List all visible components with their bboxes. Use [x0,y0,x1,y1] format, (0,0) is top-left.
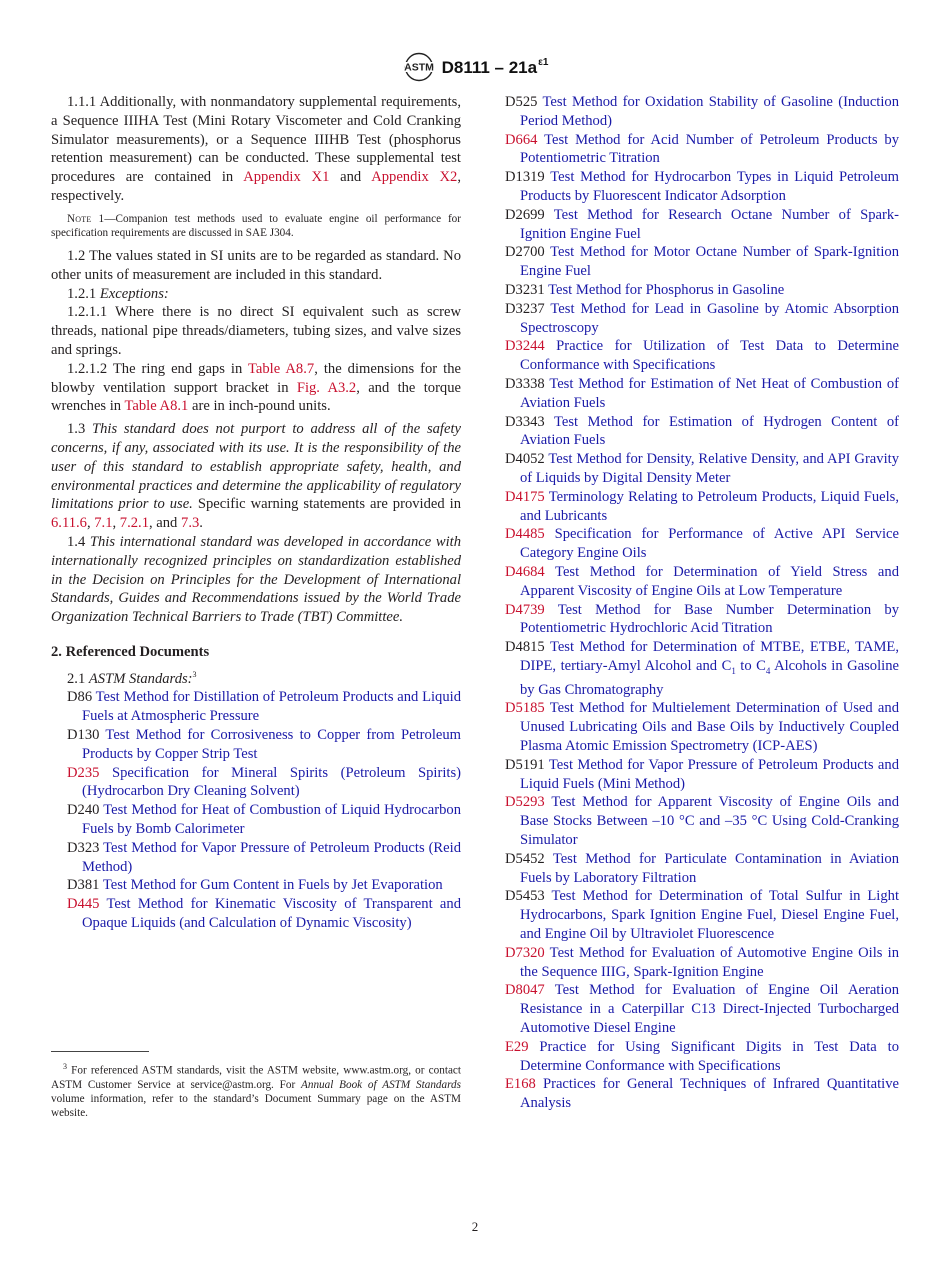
reference-title-link[interactable]: Specification for Performance of Active API Service Category Engine Oils [520,526,899,562]
reference-title-link[interactable]: Test Method for Kinematic Viscosity of Transparent and Opaque Liquids (and Calculation of Dynamic Viscosity) [82,896,462,931]
reference-title-link[interactable]: Test Method for Multielement Determination of Used and Unused Lubricating Oils and Base Oils by Inductively Coupled Plasma Atomic Emission Spectrometry (ICP-AES) [520,700,899,754]
reference-d2700 [505,243,899,281]
table-a8-7-link[interactable]: Table A8.7 [248,360,315,377]
reference-title-link[interactable]: Practice for Utilization of Test Data to Determine Conformance with Specifications [520,338,899,374]
reference-d240 [67,801,461,839]
reference-title-link[interactable]: Test Method for Phosphorus in Gasoline [548,281,785,298]
reference-title-link[interactable]: Test Method for Corrosiveness to Copper from Petroleum Products by Copper Strip Test [82,726,461,762]
reference-d3237 [505,300,899,338]
reference-code[interactable]: D8047 [505,982,545,999]
section-2-heading: 2. Referenced Documents [51,643,210,660]
reference-code[interactable]: D4175 [505,488,545,505]
reference-title-link[interactable]: Test Method for Density, Relative Density, and API Gravity of Liquids by Digital Density Meter [520,451,899,486]
reference-title-link[interactable]: Test Method for Acid Number of Petroleum Products by Potentiometric Titration [520,131,899,167]
reference-d86 [67,688,461,726]
paragraph-1-3: 1.3 This standard does not purport to address all of the safety concerns, if any, associated with its use. It is the responsibility of the user of this standard to establish appropriate safety, health, and environmental practices and determine the applicability of regulatory limitations prior to use. Specific warning statements are provided in 6.11.6, 7.1, 7.2.1, and 7.3. [51,421,461,532]
reference-code[interactable]: D5293 [505,794,545,811]
standard-designation: $D8111 - 21a^{\varepsilon 1}$ [441,56,549,77]
paragraph-1-2: 1.2 The values stated in SI units are to be regarded as standard. No other units of measurement are included in this standard. [51,247,461,283]
reference-title-link[interactable]: Test Method for Motor Octane Number of Spark-Ignition Engine Fuel [520,244,899,280]
reference-title-link[interactable]: Test Method for Determination of Total Sulfur in Light Hydrocarbons, Spark Ignition Engine Fuel, Diesel Engine Fuel, and Engine Oil by Ultraviolet Fluorescence [520,888,899,942]
reference-title-link[interactable]: Test Method for Particulate Contamination in Aviation Fuels by Laboratory Filtration [520,850,900,886]
reference-code: D4815 [505,639,545,656]
reference-d445 [67,895,461,933]
reference-title-link[interactable]: Test Method for Research Octane Number of Spark-Ignition Engine Fuel [520,206,899,242]
reference-d3343 [505,413,899,451]
note-1: Note 1—Companion test methods used to evaluate engine oil performance for specification requirements are discussed in SAE J304. [51,212,461,240]
reference-title-link[interactable]: Test Method for Hydrocarbon Types in Liquid Petroleum Products by Fluorescent Indicator Adsorption [520,169,899,204]
reference-title-link[interactable]: Terminology Relating to Petroleum Products, Liquid Fuels, and Lubricants [520,488,900,524]
reference-d3244 [505,337,899,375]
reference-code[interactable]: D4739 [505,601,545,618]
reference-title-link[interactable]: Test Method for Determination of Yield Stress and Apparent Viscosity of Engine Oils at Low Temperature [520,563,899,599]
page-number: 2 [471,1219,479,1234]
reference-title-link[interactable]: Test Method for Evaluation of Automotive Engine Oils in the Sequence IIIG, Spark-Ignition Engine [520,944,899,980]
reference-d130 [67,726,461,764]
reference-code: D381 [67,877,100,894]
reference-d4175 [505,488,899,526]
right-reference-list-1 [505,93,899,638]
reference-title-link[interactable]: Practice for Using Significant Digits in Test Data to Determine Conformance with Specifications [520,1038,899,1074]
reference-code[interactable]: D3244 [505,338,545,355]
reference-code: D2700 [505,244,545,261]
table-a8-1-link[interactable]: Table A8.1 [124,398,189,415]
reference-code[interactable]: D445 [67,896,100,913]
reference-code: D2699 [505,206,545,223]
reference-code[interactable]: D235 [67,764,100,781]
reference-code[interactable]: D4485 [505,526,545,543]
paragraph-2-1: 2.1 ASTM Standards:$^3$ [67,669,197,687]
reference-title-link[interactable]: Test Method for Distillation of Petroleum Products and Liquid Fuels at Atmospheric Pressure [82,689,461,725]
reference-code: D3338 [505,375,545,392]
reference-code: D525 [505,94,538,110]
reference-code: D323 [67,839,100,856]
reference-title-link[interactable]: Test Method for Base Number Determination by Potentiometric Hydrochloric Acid Titration [520,601,899,637]
reference-d2699 [505,206,899,244]
page-header [0,52,950,82]
reference-code[interactable]: D7320 [505,944,545,961]
reference-d4052 [505,450,899,488]
reference-code: D3237 [505,300,545,317]
reference-title-link[interactable]: Test Method for Determination of MTBE, ETBE, TAME, DIPE, tertiary-Amyl Alcohol and $C_1$ to $C_4$ Alcohols in Gasoline by Gas Chromatography [520,639,899,698]
appendix-x2-link[interactable]: Appendix X2 [371,169,458,186]
fig-a3-2-link[interactable]: Fig. A3.2 [296,379,357,396]
right-reference-list-2 [505,699,899,1113]
left-reference-list [51,688,461,932]
reference-code[interactable]: D4684 [505,563,545,580]
reference-d4485 [505,525,899,563]
reference-title-link[interactable]: Test Method for Heat of Combustion of Liquid Hydrocarbon Fuels by Bomb Calorimeter [82,802,462,837]
reference-d5293 [505,793,899,849]
reference-d323 [67,839,461,877]
reference-d525 [505,93,899,131]
reference-d5191 [505,756,899,794]
reference-code[interactable]: D664 [505,131,538,148]
reference-title-link[interactable]: Test Method for Estimation of Hydrogen Content of Aviation Fuels [520,413,900,449]
section-7-1-link[interactable]: 7.1 [94,515,113,532]
appendix-x1-link[interactable]: Appendix X1 [243,169,330,186]
reference-code: D1319 [505,169,545,186]
reference-title-link[interactable]: Specification for Mineral Spirits (Petroleum Spirits) (Hydrocarbon Dry Cleaning Solvent) [82,764,461,800]
reference-title-link[interactable]: Test Method for Apparent Viscosity of Engine Oils and Base Stocks Between –10 °C and –35 °C Using Cold-Cranking Simulator [520,794,899,848]
reference-d235 [67,764,461,802]
paragraph-1-4: 1.4 This international standard was developed in accordance with internationally recognized principles on standardization established in the Decision on Principles for the Development of International Standards, Guides and Recommendations issued by the World Trade Organization Technical Barriers to Trade (TBT) Committee. [51,533,462,626]
reference-code: D5453 [505,888,545,905]
reference-d8047 [505,981,899,1037]
reference-d5453 [505,887,899,943]
astm-logo-icon [402,52,436,82]
reference-e168 [505,1075,899,1113]
reference-d5185 [505,699,899,755]
reference-d5452 [505,850,899,888]
footnote-3: $^3$ For referenced ASTM standards, visit the ASTM website, www.astm.org, or contact ASTM Customer Service at service@astm.org. For Annual Book of ASTM Standards volume information, refer to the standard’s Document Summary page on the ASTM website. [51,1062,461,1120]
reference-d3338 [505,375,899,413]
reference-code: D5191 [505,756,545,773]
reference-code: D130 [67,726,100,743]
reference-e29 [505,1038,899,1076]
reference-code: D240 [67,802,100,819]
reference-code: D4052 [505,451,545,468]
reference-d4684 [505,563,899,601]
reference-title-link[interactable]: Test Method for Vapor Pressure of Petroleum Products (Reid Method) [82,839,461,875]
reference-code: D86 [67,689,93,706]
reference-d7320 [505,944,899,982]
reference-title-link[interactable]: Test Method for Oxidation Stability of Gasoline (Induction Period Method) [520,94,899,129]
footnote-divider [51,1051,149,1052]
reference-code[interactable]: E168 [505,1076,536,1093]
reference-title-link[interactable]: Test Method for Lead in Gasoline by Atomic Absorption Spectroscopy [520,300,899,336]
reference-code: D5452 [505,850,545,867]
paragraph-1-2-1: 1.2.1 Exceptions: [67,285,169,302]
reference-code: D3343 [505,413,545,430]
svg-text:ASTM: ASTM [403,61,434,74]
left-column [51,93,461,933]
reference-title-link[interactable]: Practices for General Techniques of Infrared Quantitative Analysis [520,1076,899,1112]
reference-d4815 [505,638,899,699]
reference-title-link[interactable]: Test Method for Evaluation of Engine Oil Aeration Resistance in a Caterpillar C13 Direct-Injected Turbocharged Automotive Diesel Engine [520,982,899,1036]
reference-title-link[interactable]: Test Method for Gum Content in Fuels by Jet Evaporation [102,877,443,894]
paragraph-1-1-1: 1.1.1 Additionally, with nonmandatory supplemental requirements, a Sequence IIIHA Test (Mini Rotary Viscometer and Cold Cranking Simulator measurements), or a Sequence IIIHB Test (phosphorus retention measurement) can be conducted. These supplemental test procedures are contained in Appendix X1 and Appendix X2, respectively. [51,94,462,204]
reference-d1319 [505,168,899,206]
reference-d3231 [505,281,899,300]
section-6-11-6-link[interactable]: 6.11.6 [51,515,87,532]
reference-d664 [505,131,899,169]
reference-title-link[interactable]: Test Method for Vapor Pressure of Petroleum Products and Liquid Fuels (Mini Method) [520,756,899,792]
section-7-3-link[interactable]: 7.3 [181,515,200,532]
paragraph-1-2-1-2: 1.2.1.2 The ring end gaps in Table A8.7, the dimensions for the blowby ventilation support bracket in Fig. A3.2, and the torque wrenches in Table A8.1 are in inch-pound units. [51,360,462,415]
paragraph-1-2-1-1: 1.2.1.1 Where there is no direct SI equivalent such as screw threads, national pipe threads/diameters, tubing sizes, and valve sizes and springs. [51,304,461,358]
reference-code[interactable]: D5185 [505,700,545,717]
reference-code[interactable]: E29 [505,1038,529,1055]
section-7-2-1-link[interactable]: 7.2.1 [119,515,149,532]
reference-d4739 [505,601,899,639]
reference-code: D3231 [505,281,545,298]
reference-title-link[interactable]: Test Method for Estimation of Net Heat of Combustion of Aviation Fuels [520,375,899,411]
reference-d381 [67,876,461,895]
right-column [505,93,899,1113]
